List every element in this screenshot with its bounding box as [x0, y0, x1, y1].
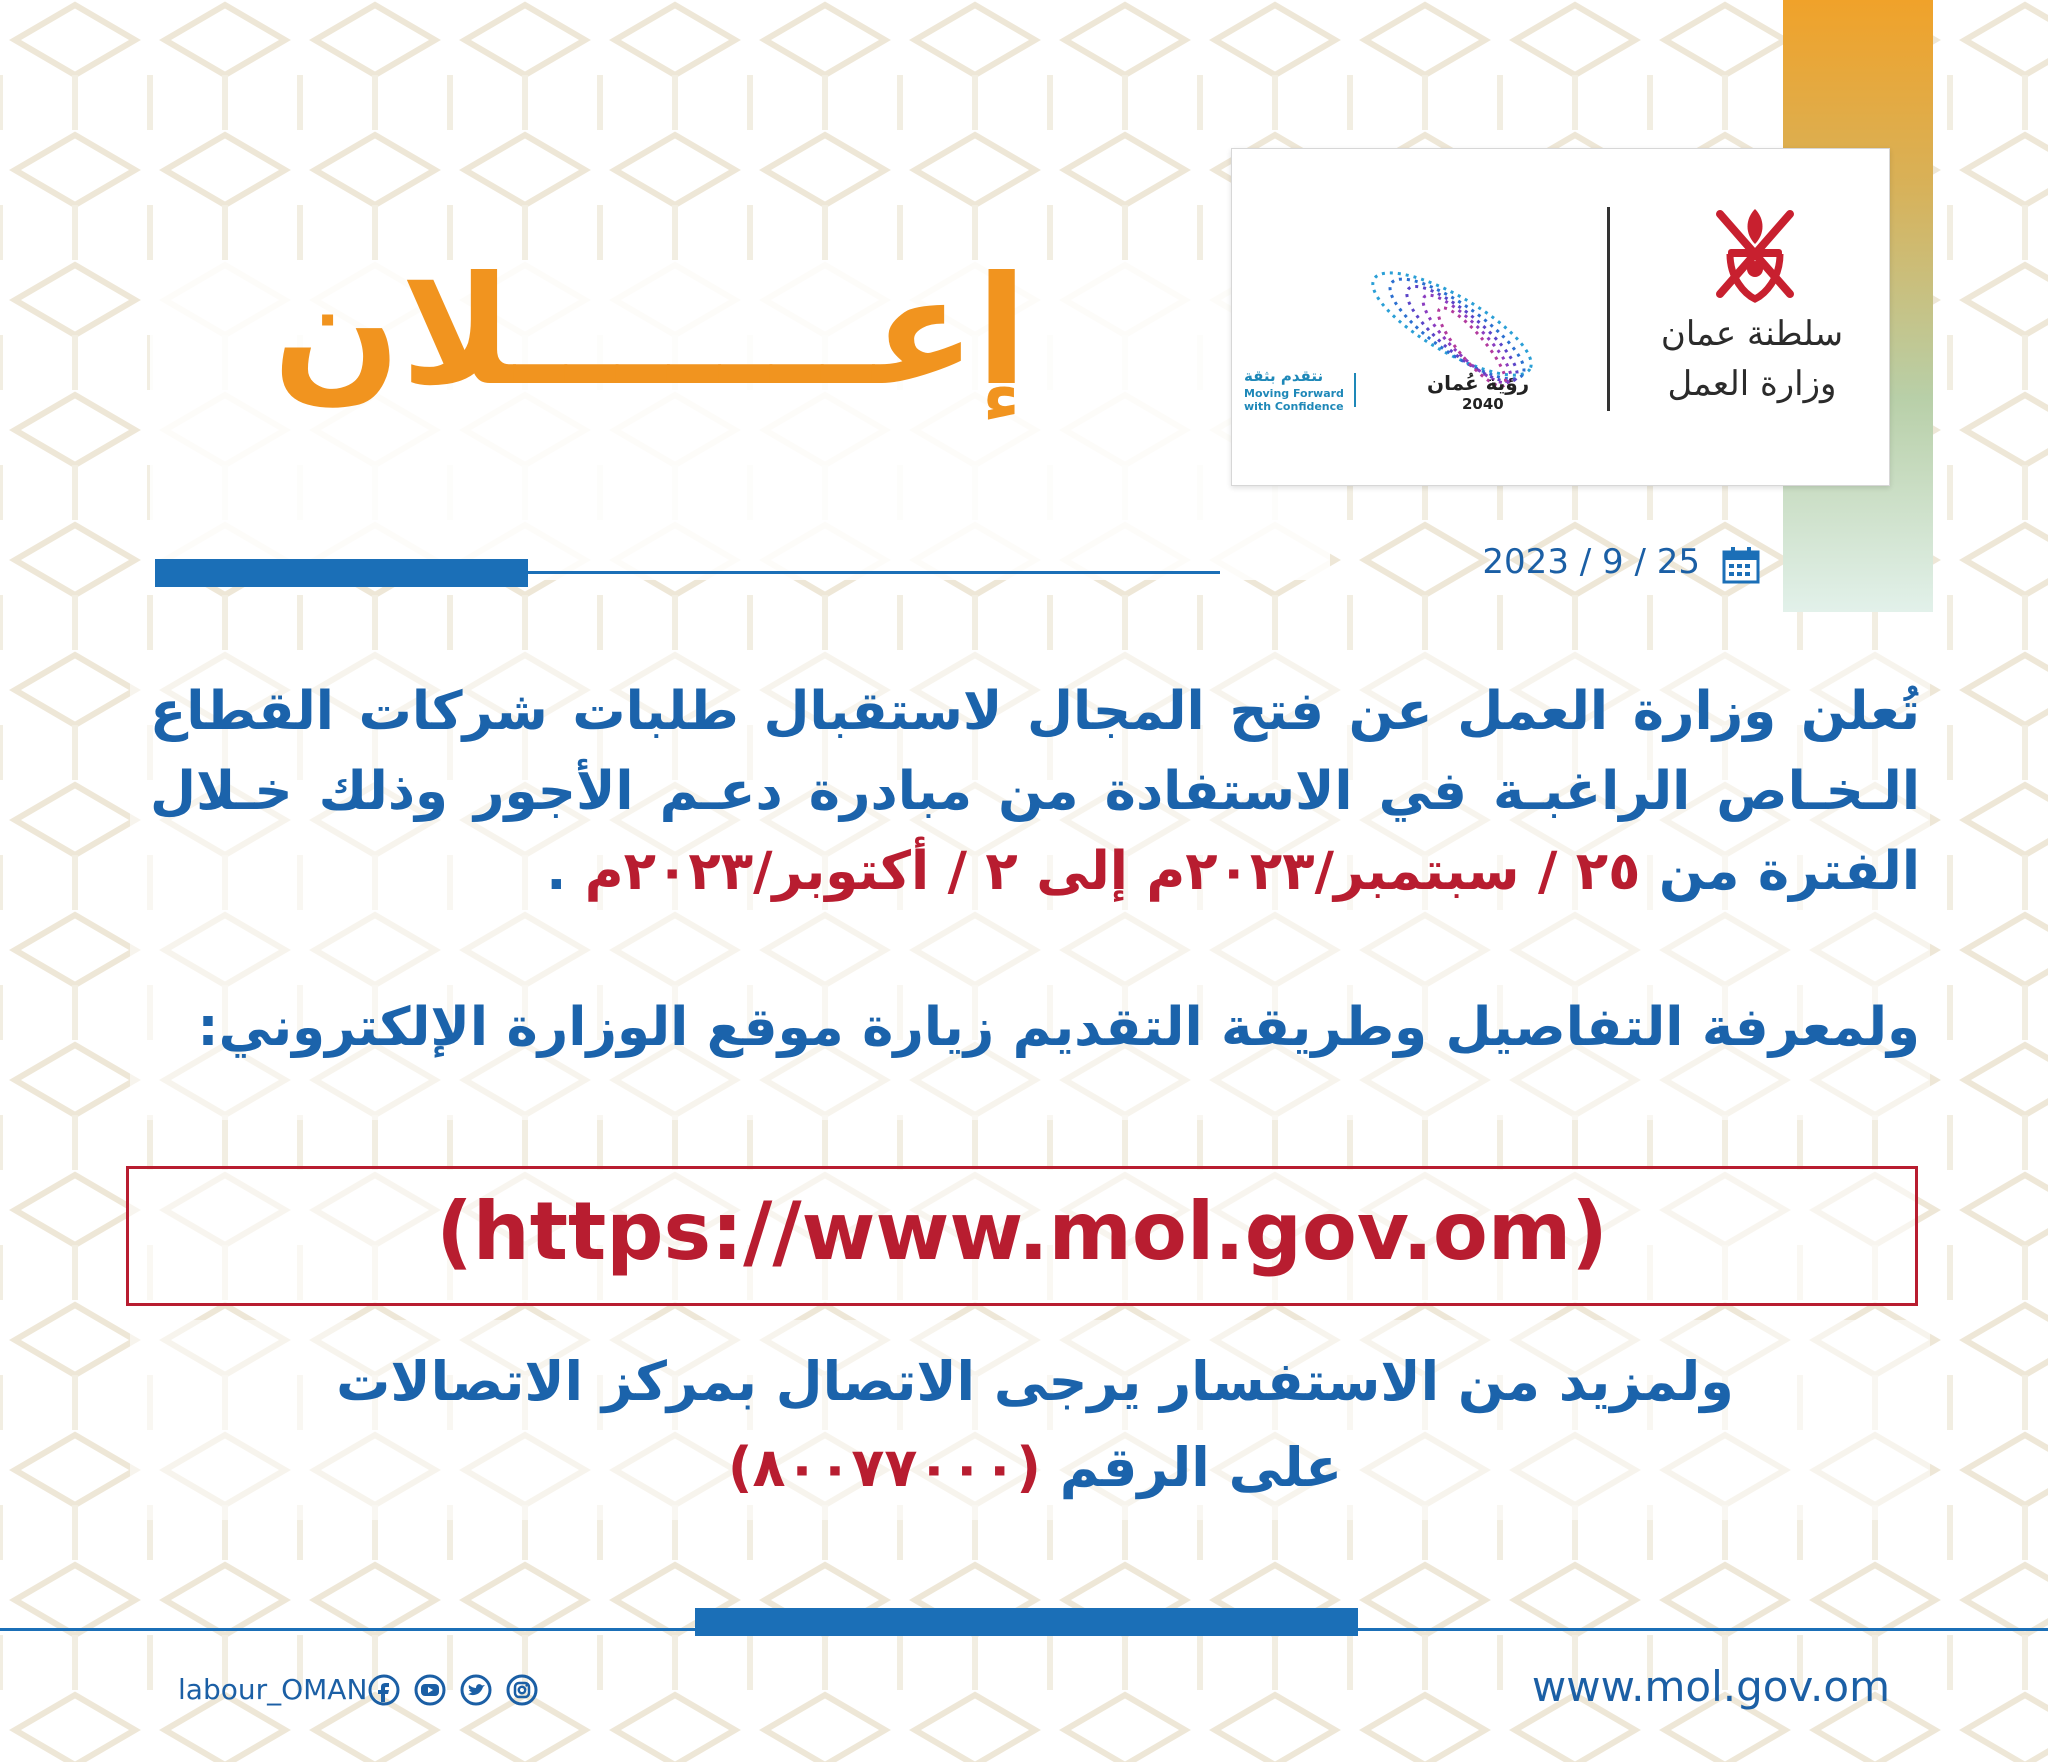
body-date-range: ٢٥ / سبتمبر/٢٠٢٣م إلى ٢ / أكتوبر/٢٠٢٣م — [584, 841, 1641, 902]
footer-website-link[interactable]: www.mol.gov.om — [1531, 1662, 1890, 1711]
tagline-divider — [1354, 373, 1356, 407]
calendar-icon — [1722, 546, 1760, 584]
social-icons — [368, 1674, 548, 1710]
inquiry-phone-line — [150, 1428, 1920, 1508]
ministry-line2: وزارة العمل — [1667, 364, 1837, 404]
ministry-line1: سلطنة عمان — [1660, 314, 1844, 354]
inquiry-text: ولمزيد من الاستفسار يرجى الاتصال بمركز الاتصالات — [336, 1350, 1734, 1413]
details-instruction: ولمعرفة التفاصيل وطريقة التقديم زيارة موقع الوزارة الإلكتروني: — [197, 997, 1920, 1058]
footer-rule-thick — [695, 1608, 1358, 1636]
body-text-part2: . — [546, 841, 585, 902]
body-text-part1: تُعلن وزارة العمل عن فتح المجال لاستقبال طلبات شركات القطاع الـخـاص الراغبـة في الاستفادة من مبادرة دعـم الأجور وذلك خـلال الفترة من — [150, 681, 1920, 902]
instagram-icon[interactable] — [506, 1674, 538, 1706]
vision-year: 2040 — [1462, 395, 1504, 413]
vision-label: رؤية عُمان — [1427, 371, 1530, 395]
announcement-title: إعـــــــلان — [272, 245, 1028, 419]
logo-divider — [1607, 207, 1610, 411]
facebook-icon[interactable] — [368, 1674, 400, 1706]
announcement-body — [150, 672, 1920, 912]
contact-phone-number: (٨٠٠٧٧٠٠٠) — [727, 1436, 1041, 1499]
ministry-logotype — [1632, 309, 1872, 409]
announcement-date: 2023 / 9 / 25 — [1482, 542, 1700, 582]
inquiry-phone-prefix: على الرقم — [1040, 1436, 1343, 1499]
ministry-website-link[interactable]: (https://www.mol.gov.om) — [436, 1185, 1608, 1278]
tagline-english: Moving Forward with Confidence — [1244, 387, 1344, 413]
title-rule-thick — [155, 559, 528, 587]
youtube-icon[interactable] — [414, 1674, 446, 1706]
title-rule-thin — [528, 571, 1220, 574]
social-handle: labour_OMAN — [178, 1673, 368, 1706]
tagline-arabic: نتقدم بثقة — [1244, 367, 1324, 385]
oman-emblem-icon — [1700, 199, 1810, 309]
twitter-icon[interactable] — [460, 1674, 492, 1706]
logo-card — [1231, 148, 1890, 486]
